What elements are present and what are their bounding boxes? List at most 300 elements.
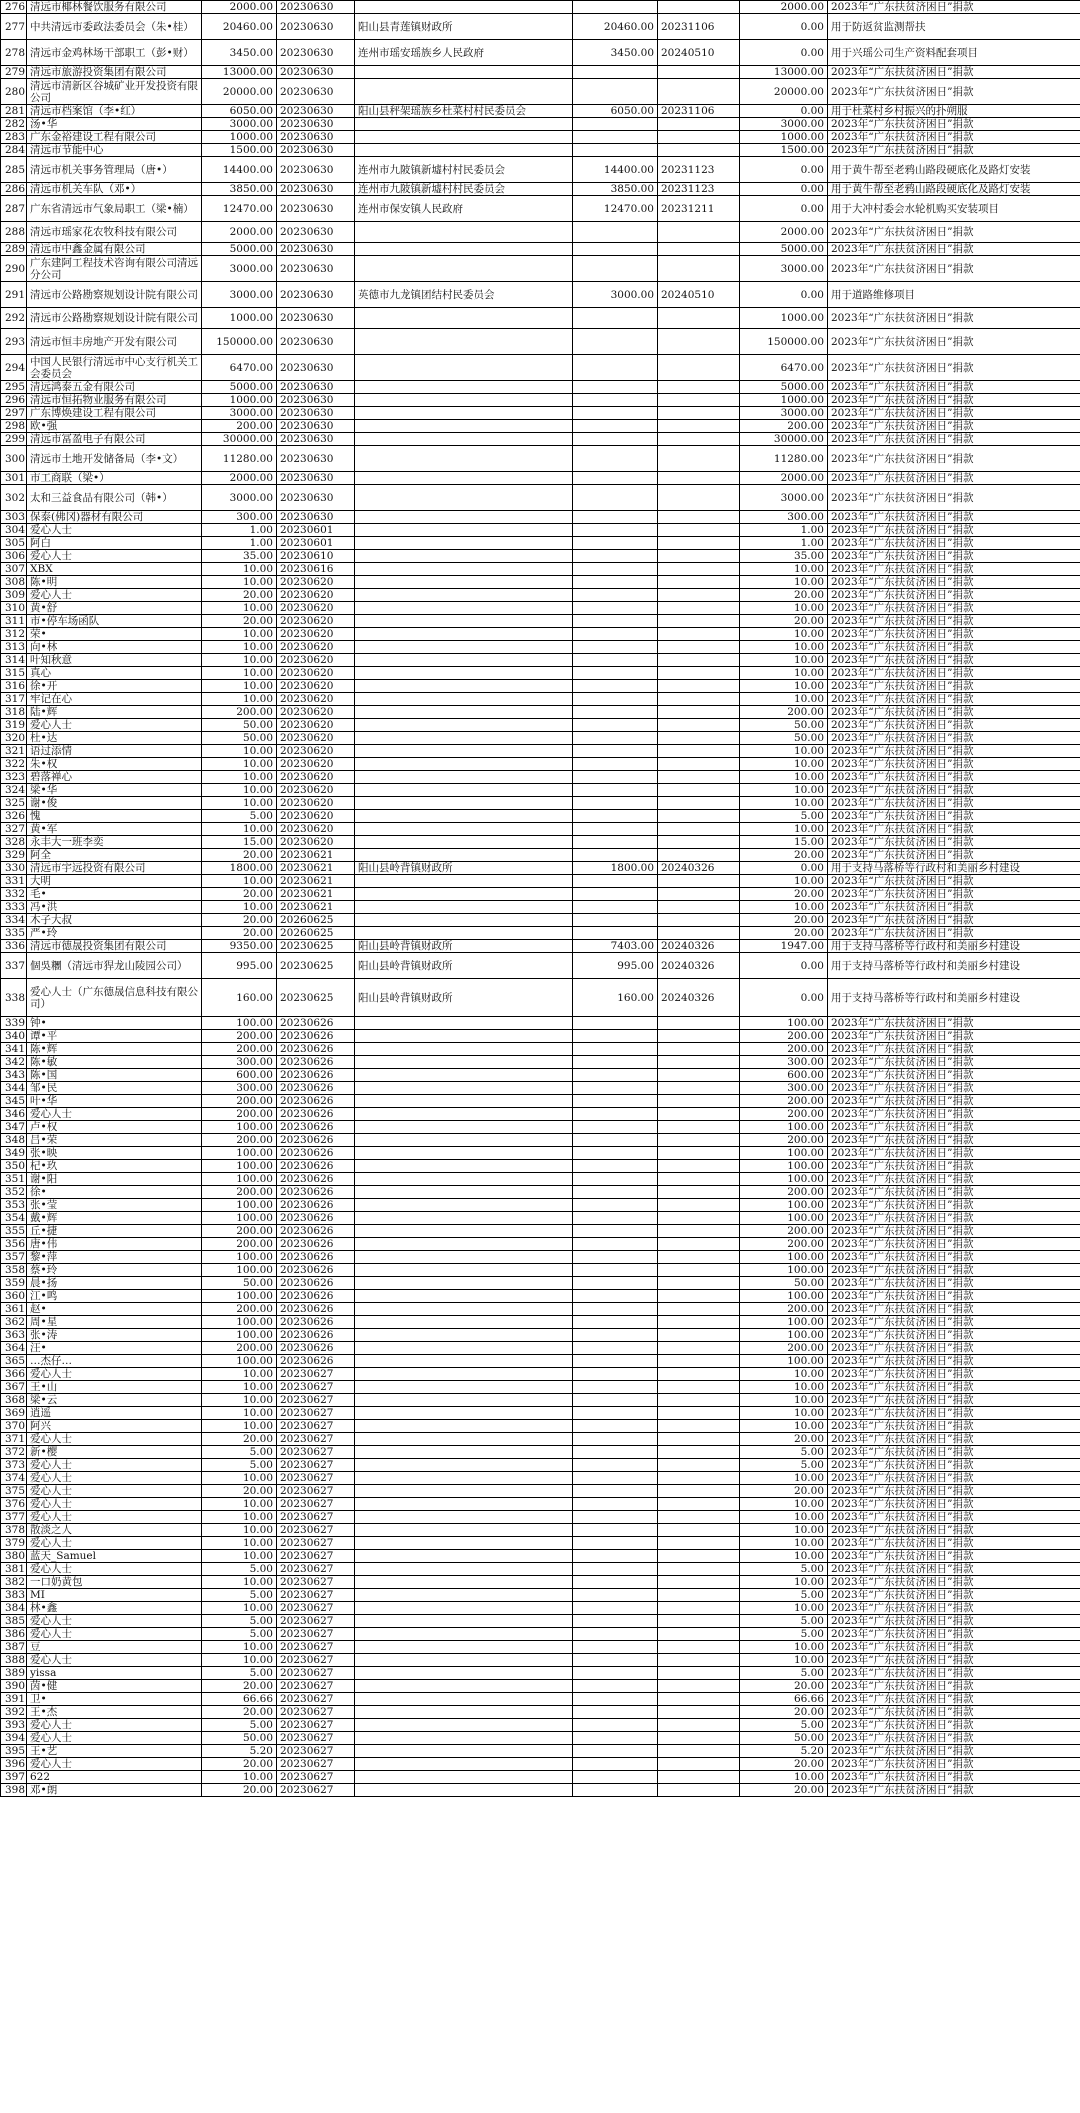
cell-num: 307	[1, 563, 27, 576]
cell-date: 20230620	[277, 823, 355, 836]
cell-recipient	[355, 784, 573, 797]
cell-recipient	[355, 550, 573, 563]
cell-recipient	[355, 1095, 573, 1108]
cell-amt: 5.00	[202, 1667, 277, 1680]
cell-amt2	[573, 1641, 658, 1654]
cell-bal: 10.00	[740, 563, 828, 576]
cell-num: 356	[1, 1238, 27, 1251]
cell-amt2	[573, 1667, 658, 1680]
cell-date: 20230630	[277, 355, 355, 381]
cell-num: 323	[1, 771, 27, 784]
cell-date2	[658, 1277, 740, 1290]
table-row	[1, 862, 1080, 875]
cell-amt: 3000.00	[202, 485, 277, 511]
cell-date2	[658, 1121, 740, 1134]
table-row	[1, 1745, 1080, 1758]
cell-bal: 10.00	[740, 758, 828, 771]
cell-donor: MI	[27, 1589, 202, 1602]
cell-recipient	[355, 1381, 573, 1394]
cell-donor: 陈•辉	[27, 1043, 202, 1056]
cell-recipient	[355, 1017, 573, 1030]
cell-date: 20230626	[277, 1147, 355, 1160]
cell-amt2	[573, 1680, 658, 1693]
cell-donor: 王•杰	[27, 1706, 202, 1719]
cell-amt: 11280.00	[202, 446, 277, 472]
cell-bal: 0.00	[740, 105, 828, 118]
cell-num: 347	[1, 1121, 27, 1134]
cell-recipient	[355, 1524, 573, 1537]
cell-purpose: 2023年“广东扶贫济困日”捐款	[828, 875, 1080, 888]
cell-num: 291	[1, 282, 27, 308]
cell-date: 20230627	[277, 1589, 355, 1602]
cell-donor: 豆	[27, 1641, 202, 1654]
cell-date2	[658, 1511, 740, 1524]
cell-donor: 清远市宇远投资有限公司	[27, 862, 202, 875]
cell-donor: 朱•权	[27, 758, 202, 771]
cell-date2	[658, 407, 740, 420]
cell-date: 20230627	[277, 1641, 355, 1654]
cell-recipient: 英德市九龙镇团结村民委员会	[355, 282, 573, 308]
cell-donor: 黎•萍	[27, 1251, 202, 1264]
table-row	[1, 118, 1080, 131]
cell-num: 296	[1, 394, 27, 407]
cell-num: 371	[1, 1433, 27, 1446]
table-row	[1, 1199, 1080, 1212]
cell-recipient	[355, 1225, 573, 1238]
cell-date: 20230630	[277, 14, 355, 40]
cell-bal: 100.00	[740, 1264, 828, 1277]
cell-amt2: 14400.00	[573, 157, 658, 183]
table-row	[1, 355, 1080, 381]
cell-date: 20230601	[277, 537, 355, 550]
cell-amt2	[573, 1277, 658, 1290]
table-row	[1, 511, 1080, 524]
table-row	[1, 196, 1080, 222]
cell-amt2	[573, 745, 658, 758]
cell-date2	[658, 823, 740, 836]
table-row	[1, 1303, 1080, 1316]
cell-date: 20230630	[277, 446, 355, 472]
cell-num: 339	[1, 1017, 27, 1030]
cell-bal: 10.00	[740, 628, 828, 641]
cell-date2	[658, 1784, 740, 1797]
cell-date2	[658, 797, 740, 810]
cell-amt: 100.00	[202, 1212, 277, 1225]
cell-recipient	[355, 1303, 573, 1316]
cell-donor: 阿白	[27, 537, 202, 550]
cell-amt: 20.00	[202, 888, 277, 901]
cell-date: 20230630	[277, 511, 355, 524]
cell-amt: 150000.00	[202, 329, 277, 355]
cell-amt: 10.00	[202, 901, 277, 914]
cell-amt2	[573, 1706, 658, 1719]
cell-num: 345	[1, 1095, 27, 1108]
cell-date: 20230630	[277, 381, 355, 394]
table-row	[1, 1082, 1080, 1095]
cell-donor: 阿全	[27, 849, 202, 862]
cell-purpose: 2023年“广东扶贫济困日”捐款	[828, 563, 1080, 576]
cell-date2	[658, 420, 740, 433]
cell-purpose: 2023年“广东扶贫济困日”捐款	[828, 1381, 1080, 1394]
cell-amt2: 6050.00	[573, 105, 658, 118]
cell-date2: 20231211	[658, 196, 740, 222]
cell-amt2	[573, 1303, 658, 1316]
cell-amt2	[573, 602, 658, 615]
cell-amt2: 1800.00	[573, 862, 658, 875]
cell-date2	[658, 563, 740, 576]
cell-amt2	[573, 472, 658, 485]
cell-amt: 200.00	[202, 1342, 277, 1355]
cell-donor: 冯•洪	[27, 901, 202, 914]
cell-date2	[658, 758, 740, 771]
cell-date: 20230620	[277, 771, 355, 784]
cell-date2	[658, 641, 740, 654]
cell-donor: 爱心人士	[27, 524, 202, 537]
cell-recipient	[355, 1, 573, 14]
cell-donor: 梁•华	[27, 784, 202, 797]
cell-recipient	[355, 79, 573, 105]
cell-amt: 200.00	[202, 1095, 277, 1108]
cell-amt2	[573, 628, 658, 641]
cell-date2	[658, 784, 740, 797]
cell-date2	[658, 1446, 740, 1459]
cell-donor: 张•莹	[27, 1199, 202, 1212]
cell-date: 20230620	[277, 576, 355, 589]
cell-date: 20230626	[277, 1121, 355, 1134]
cell-purpose: 2023年“广东扶贫济困日”捐款	[828, 1628, 1080, 1641]
cell-amt2	[573, 1069, 658, 1082]
cell-num: 321	[1, 745, 27, 758]
cell-date2	[658, 1199, 740, 1212]
cell-amt2	[573, 1043, 658, 1056]
cell-date: 20230626	[277, 1225, 355, 1238]
cell-amt: 10.00	[202, 1368, 277, 1381]
cell-amt2	[573, 1251, 658, 1264]
cell-num: 398	[1, 1784, 27, 1797]
cell-date: 20230627	[277, 1524, 355, 1537]
cell-num: 390	[1, 1680, 27, 1693]
cell-bal: 5.00	[740, 1563, 828, 1576]
cell-recipient	[355, 118, 573, 131]
cell-amt: 10.00	[202, 745, 277, 758]
cell-purpose: 2023年“广东扶贫济困日”捐款	[828, 1745, 1080, 1758]
cell-purpose: 2023年“广东扶贫济困日”捐款	[828, 745, 1080, 758]
cell-num: 355	[1, 1225, 27, 1238]
cell-recipient	[355, 914, 573, 927]
cell-recipient	[355, 1498, 573, 1511]
table-row	[1, 1329, 1080, 1342]
cell-bal: 100.00	[740, 1199, 828, 1212]
cell-num: 396	[1, 1758, 27, 1771]
cell-donor: 爱心人士	[27, 1472, 202, 1485]
table-row	[1, 615, 1080, 628]
table-row	[1, 784, 1080, 797]
cell-purpose: 2023年“广东扶贫济困日”捐款	[828, 1290, 1080, 1303]
cell-bal: 50.00	[740, 1277, 828, 1290]
cell-purpose: 2023年“广东扶贫济困日”捐款	[828, 1186, 1080, 1199]
table-row	[1, 1693, 1080, 1706]
table-row	[1, 183, 1080, 196]
cell-donor: 张•映	[27, 1147, 202, 1160]
cell-date2: 20240510	[658, 282, 740, 308]
cell-amt2	[573, 1563, 658, 1576]
cell-bal: 5.00	[740, 1459, 828, 1472]
cell-donor: 唐•伟	[27, 1238, 202, 1251]
cell-num: 341	[1, 1043, 27, 1056]
cell-date2	[658, 1628, 740, 1641]
cell-date: 20230627	[277, 1472, 355, 1485]
cell-amt2	[573, 1589, 658, 1602]
cell-amt: 10.00	[202, 628, 277, 641]
cell-amt2	[573, 66, 658, 79]
cell-date: 20230630	[277, 144, 355, 157]
cell-donor: 清远市机关事务管理局（唐•）	[27, 157, 202, 183]
cell-num: 394	[1, 1732, 27, 1745]
cell-date2	[658, 1069, 740, 1082]
table-row	[1, 602, 1080, 615]
cell-num: 294	[1, 355, 27, 381]
cell-date2	[658, 1212, 740, 1225]
cell-date: 20230627	[277, 1758, 355, 1771]
cell-date: 20230630	[277, 118, 355, 131]
cell-num: 378	[1, 1524, 27, 1537]
cell-recipient	[355, 446, 573, 472]
cell-donor: 清远市恒拓物业服务有限公司	[27, 394, 202, 407]
cell-recipient	[355, 256, 573, 282]
cell-date2	[658, 1680, 740, 1693]
cell-amt2	[573, 1758, 658, 1771]
table-row	[1, 1654, 1080, 1667]
cell-recipient	[355, 394, 573, 407]
cell-date: 20230620	[277, 745, 355, 758]
cell-date: 20230626	[277, 1316, 355, 1329]
cell-purpose: 2023年“广东扶贫济困日”捐款	[828, 589, 1080, 602]
cell-donor: 清远市节能中心	[27, 144, 202, 157]
cell-donor: 黄•军	[27, 823, 202, 836]
cell-date2: 20240326	[658, 940, 740, 953]
cell-recipient	[355, 1238, 573, 1251]
cell-amt2	[573, 589, 658, 602]
cell-date2	[658, 810, 740, 823]
cell-date: 20230627	[277, 1433, 355, 1446]
cell-recipient	[355, 329, 573, 355]
cell-recipient: 阳山县岭背镇财政所	[355, 979, 573, 1017]
cell-amt: 200.00	[202, 1043, 277, 1056]
cell-amt: 10.00	[202, 680, 277, 693]
cell-recipient	[355, 1069, 573, 1082]
cell-recipient	[355, 732, 573, 745]
cell-amt: 1000.00	[202, 394, 277, 407]
cell-amt2	[573, 784, 658, 797]
cell-purpose: 2023年“广东扶贫济困日”捐款	[828, 1550, 1080, 1563]
cell-purpose: 2023年“广东扶贫济困日”捐款	[828, 1641, 1080, 1654]
cell-purpose: 2023年“广东扶贫济困日”捐款	[828, 836, 1080, 849]
cell-num: 379	[1, 1537, 27, 1550]
cell-num: 350	[1, 1160, 27, 1173]
cell-amt: 1.00	[202, 524, 277, 537]
table-row	[1, 1563, 1080, 1576]
cell-date2	[658, 1602, 740, 1615]
cell-recipient	[355, 563, 573, 576]
table-row	[1, 40, 1080, 66]
cell-purpose: 2023年“广东扶贫济困日”捐款	[828, 66, 1080, 79]
cell-date: 20230627	[277, 1420, 355, 1433]
table-row	[1, 1160, 1080, 1173]
cell-date: 20230630	[277, 472, 355, 485]
cell-bal: 200.00	[740, 1342, 828, 1355]
cell-donor: 爱心人士	[27, 1368, 202, 1381]
table-row	[1, 79, 1080, 105]
cell-num: 368	[1, 1394, 27, 1407]
cell-bal: 100.00	[740, 1355, 828, 1368]
cell-date2	[658, 1, 740, 14]
cell-recipient	[355, 1407, 573, 1420]
cell-purpose: 2023年“广东扶贫济困日”捐款	[828, 1615, 1080, 1628]
cell-num: 364	[1, 1342, 27, 1355]
cell-recipient	[355, 1420, 573, 1433]
cell-donor: 丘•捷	[27, 1225, 202, 1238]
cell-amt: 2000.00	[202, 472, 277, 485]
cell-purpose: 2023年“广东扶贫济困日”捐款	[828, 797, 1080, 810]
cell-num: 297	[1, 407, 27, 420]
cell-recipient	[355, 719, 573, 732]
cell-amt: 20.00	[202, 615, 277, 628]
cell-date: 20230630	[277, 40, 355, 66]
table-row	[1, 563, 1080, 576]
table-row	[1, 888, 1080, 901]
cell-donor: 爱心人士	[27, 1719, 202, 1732]
table-row	[1, 1472, 1080, 1485]
cell-donor: 太和三益食品有限公司（韩•）	[27, 485, 202, 511]
cell-amt: 10.00	[202, 602, 277, 615]
cell-date: 20230620	[277, 589, 355, 602]
cell-date2	[658, 472, 740, 485]
cell-date: 20230626	[277, 1108, 355, 1121]
cell-recipient	[355, 1316, 573, 1329]
cell-date: 20230626	[277, 1212, 355, 1225]
cell-date: 20230610	[277, 550, 355, 563]
cell-amt: 10.00	[202, 797, 277, 810]
cell-bal: 0.00	[740, 282, 828, 308]
cell-num: 373	[1, 1459, 27, 1472]
cell-date: 20230621	[277, 862, 355, 875]
cell-donor: 爱心人士	[27, 1615, 202, 1628]
cell-purpose: 2023年“广东扶贫济困日”捐款	[828, 628, 1080, 641]
cell-purpose: 2023年“广东扶贫济困日”捐款	[828, 1277, 1080, 1290]
cell-bal: 5.20	[740, 1745, 828, 1758]
cell-num: 292	[1, 308, 27, 329]
cell-num: 348	[1, 1134, 27, 1147]
cell-date: 20230630	[277, 329, 355, 355]
cell-purpose: 2023年“广东扶贫济困日”捐款	[828, 1030, 1080, 1043]
cell-num: 377	[1, 1511, 27, 1524]
cell-bal: 10.00	[740, 1407, 828, 1420]
cell-date2	[658, 1290, 740, 1303]
cell-date2	[658, 914, 740, 927]
cell-date: 20230626	[277, 1186, 355, 1199]
cell-recipient	[355, 243, 573, 256]
cell-purpose: 用于支持马落桥等行政村和美丽乡村建设	[828, 940, 1080, 953]
cell-purpose: 2023年“广东扶贫济困日”捐款	[828, 1537, 1080, 1550]
cell-recipient	[355, 1199, 573, 1212]
cell-purpose: 2023年“广东扶贫济困日”捐款	[828, 394, 1080, 407]
cell-date: 20230630	[277, 308, 355, 329]
cell-donor: 市工商联（梁•）	[27, 472, 202, 485]
cell-donor: 林•鑫	[27, 1602, 202, 1615]
cell-amt: 100.00	[202, 1290, 277, 1303]
cell-date2	[658, 719, 740, 732]
table-row	[1, 446, 1080, 472]
cell-recipient	[355, 524, 573, 537]
table-row	[1, 849, 1080, 862]
cell-bal: 200.00	[740, 1108, 828, 1121]
cell-amt2	[573, 797, 658, 810]
cell-date2	[658, 1576, 740, 1589]
cell-amt: 1500.00	[202, 144, 277, 157]
cell-num: 288	[1, 222, 27, 243]
cell-donor: 大明	[27, 875, 202, 888]
cell-num: 338	[1, 979, 27, 1017]
cell-donor: 广东建阿工程技术咨询有限公司清远分公司	[27, 256, 202, 282]
cell-amt: 20.00	[202, 1433, 277, 1446]
cell-num: 335	[1, 927, 27, 940]
cell-date: 20230616	[277, 563, 355, 576]
cell-date2	[658, 66, 740, 79]
cell-num: 384	[1, 1602, 27, 1615]
cell-amt2	[573, 693, 658, 706]
table-row	[1, 14, 1080, 40]
cell-num: 330	[1, 862, 27, 875]
cell-date2	[658, 1407, 740, 1420]
table-row	[1, 1030, 1080, 1043]
table-row	[1, 745, 1080, 758]
cell-date2: 20231123	[658, 183, 740, 196]
cell-bal: 20000.00	[740, 79, 828, 105]
table-row	[1, 576, 1080, 589]
cell-amt: 20.00	[202, 1485, 277, 1498]
cell-bal: 200.00	[740, 706, 828, 719]
cell-purpose: 2023年“广东扶贫济困日”捐款	[828, 1771, 1080, 1784]
cell-amt2: 3450.00	[573, 40, 658, 66]
cell-donor: 爱心人士	[27, 550, 202, 563]
cell-bal: 300.00	[740, 511, 828, 524]
cell-num: 317	[1, 693, 27, 706]
cell-date: 20230620	[277, 628, 355, 641]
cell-num: 336	[1, 940, 27, 953]
cell-date: 20230620	[277, 758, 355, 771]
cell-amt: 5.00	[202, 1589, 277, 1602]
cell-purpose: 2023年“广东扶贫济困日”捐款	[828, 1017, 1080, 1030]
cell-date: 20230626	[277, 1329, 355, 1342]
cell-amt2	[573, 680, 658, 693]
cell-purpose: 2023年“广东扶贫济困日”捐款	[828, 1342, 1080, 1355]
table-body	[1, 1, 1080, 1797]
cell-amt2	[573, 1771, 658, 1784]
cell-donor: …杰仔…	[27, 1355, 202, 1368]
cell-amt2	[573, 243, 658, 256]
cell-bal: 300.00	[740, 1056, 828, 1069]
cell-recipient	[355, 420, 573, 433]
cell-amt: 5.00	[202, 1628, 277, 1641]
cell-recipient	[355, 537, 573, 550]
cell-bal: 200.00	[740, 1043, 828, 1056]
cell-num: 315	[1, 667, 27, 680]
cell-date: 20230630	[277, 66, 355, 79]
cell-date: 20230620	[277, 680, 355, 693]
cell-amt2	[573, 256, 658, 282]
cell-date2	[658, 771, 740, 784]
cell-date2	[658, 1082, 740, 1095]
